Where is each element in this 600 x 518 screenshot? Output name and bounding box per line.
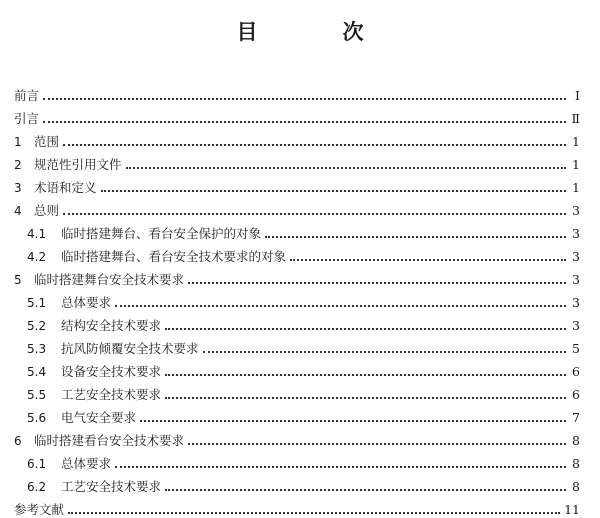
entry-title: 临时搭建舞台、看台安全技术要求的对象 [61, 249, 287, 264]
entry-page: 3 [572, 295, 580, 310]
entry-title: 范围 [34, 134, 60, 149]
toc-entry-3[interactable] [14, 176, 580, 196]
page-title: 目 次 [236, 20, 396, 44]
entry-title: 抗风防倾覆安全技术要求 [61, 341, 199, 356]
dot-leader [140, 420, 566, 422]
dot-leader [265, 236, 566, 238]
entry-page: 5 [572, 341, 580, 356]
toc-entry-5-6[interactable] [27, 406, 580, 426]
toc-entry-6-2[interactable] [27, 475, 580, 495]
toc-entry-5-2[interactable] [27, 314, 580, 334]
dot-leader [165, 374, 566, 376]
entry-title: 总体要求 [61, 295, 112, 310]
toc-entry-foreword[interactable] [14, 84, 580, 104]
entry-number: 1 [14, 135, 22, 149]
entry-number: 5.4 [27, 365, 47, 379]
toc-entry-5[interactable] [14, 268, 580, 288]
entry-number: 4 [14, 204, 22, 218]
entry-number: 5.1 [27, 296, 47, 310]
entry-page: Ⅰ [575, 88, 580, 103]
toc-entry-6[interactable] [14, 429, 580, 449]
entry-number: 6.1 [27, 457, 47, 471]
entry-page: 8 [572, 479, 580, 494]
dot-leader [126, 167, 566, 169]
dot-leader [115, 466, 566, 468]
entry-number: 5 [14, 273, 22, 287]
entry-page: 7 [572, 410, 580, 425]
entry-title: 术语和定义 [34, 180, 97, 195]
entry-page: 1 [572, 180, 580, 195]
toc-entry-5-1[interactable] [27, 291, 580, 311]
dot-leader [165, 328, 566, 330]
entry-page: 3 [572, 318, 580, 333]
entry-number: 4.2 [27, 250, 47, 264]
toc-entry-references[interactable] [14, 498, 580, 518]
toc-entry-5-5[interactable] [27, 383, 580, 403]
entry-page: 3 [572, 249, 580, 264]
entry-number: 6.2 [27, 480, 47, 494]
entry-title: 工艺安全技术要求 [61, 387, 162, 402]
entry-title: 总则 [34, 203, 60, 218]
entry-title: 工艺安全技术要求 [61, 479, 162, 494]
entry-title: 参考文献 [14, 502, 65, 517]
entry-title: 临时搭建看台安全技术要求 [34, 433, 185, 448]
toc-entry-4-2[interactable] [27, 245, 580, 265]
entry-number: 2 [14, 158, 22, 172]
entry-number: 5.2 [27, 319, 47, 333]
toc-entry-4[interactable] [14, 199, 580, 219]
entry-number: 6 [14, 434, 22, 448]
entry-number: 5.3 [27, 342, 47, 356]
entry-number: 5.6 [27, 411, 47, 425]
dot-leader [101, 190, 566, 192]
entry-title: 设备安全技术要求 [61, 364, 162, 379]
toc-entry-introduction[interactable] [14, 107, 580, 127]
dot-leader [43, 121, 566, 123]
entry-page: 6 [572, 387, 580, 402]
dot-leader [188, 443, 566, 445]
entry-page: Ⅱ [571, 111, 580, 126]
entry-title: 临时搭建舞台、看台安全保护的对象 [61, 226, 262, 241]
entry-number: 4.1 [27, 227, 47, 241]
dot-leader [68, 512, 560, 514]
entry-page: 1 [572, 134, 580, 149]
entry-page: 3 [572, 203, 580, 218]
entry-title: 结构安全技术要求 [61, 318, 162, 333]
entry-title: 临时搭建舞台安全技术要求 [34, 272, 185, 287]
entry-title: 引言 [14, 111, 40, 126]
entry-title: 规范性引用文件 [34, 157, 122, 172]
dot-leader [165, 397, 566, 399]
dot-leader [43, 98, 566, 100]
dot-leader [165, 489, 566, 491]
entry-title: 电气安全要求 [61, 410, 137, 425]
entry-title: 前言 [14, 88, 40, 103]
toc-entry-1[interactable] [14, 130, 580, 150]
toc-entry-4-1[interactable] [27, 222, 580, 242]
entry-page: 8 [572, 456, 580, 471]
toc-entry-5-4[interactable] [27, 360, 580, 380]
entry-page: 11 [564, 502, 580, 517]
toc-entry-2[interactable] [14, 153, 580, 173]
dot-leader [63, 144, 566, 146]
entry-page: 6 [572, 364, 580, 379]
entry-page: 8 [572, 433, 580, 448]
toc-entry-5-3[interactable] [27, 337, 580, 357]
dot-leader [188, 282, 566, 284]
toc-entry-6-1[interactable] [27, 452, 580, 472]
dot-leader [115, 305, 566, 307]
entry-page: 3 [572, 226, 580, 241]
dot-leader [203, 351, 566, 353]
entry-title: 总体要求 [61, 456, 112, 471]
entry-number: 3 [14, 181, 22, 195]
entry-number: 5.5 [27, 388, 47, 402]
dot-leader [63, 213, 566, 215]
entry-page: 1 [572, 157, 580, 172]
dot-leader [290, 259, 566, 261]
entry-page: 3 [572, 272, 580, 287]
